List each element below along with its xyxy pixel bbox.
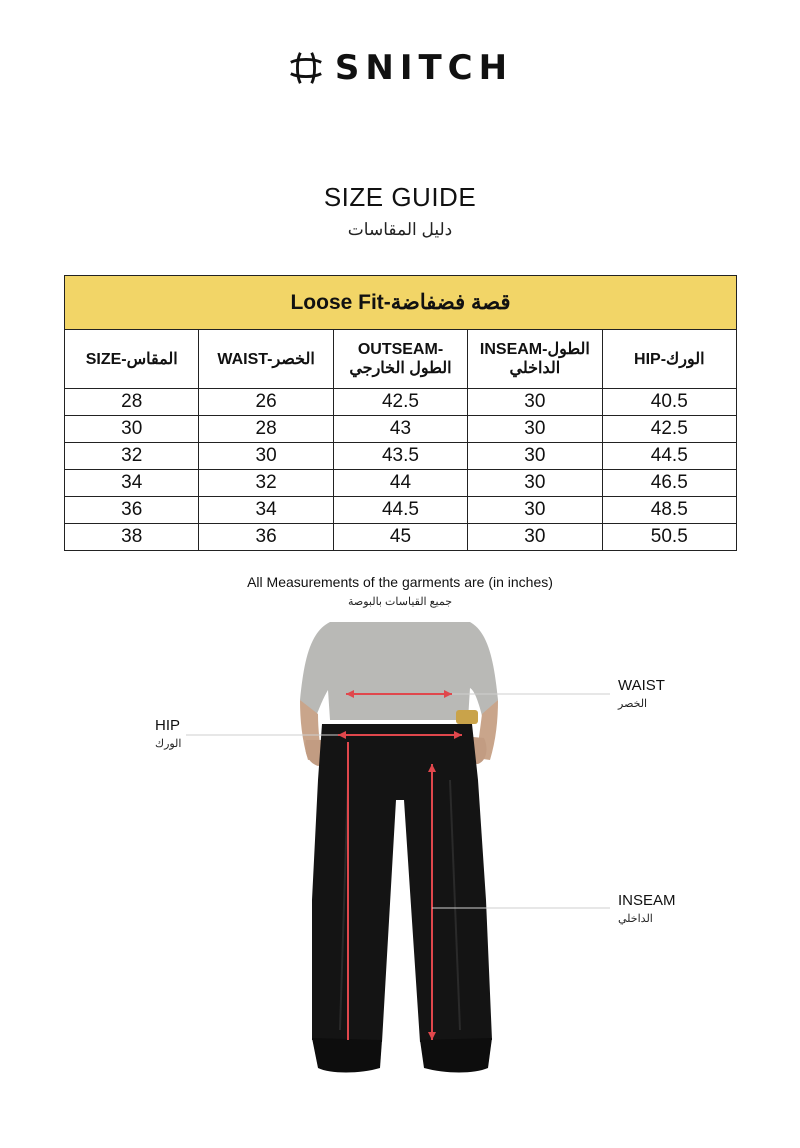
table-cell: 34 xyxy=(199,497,333,524)
left-shoe xyxy=(312,1038,382,1073)
table-cell: 42.5 xyxy=(602,416,736,443)
table-cell: 30 xyxy=(468,416,602,443)
measurement-note: All Measurements of the garments are (in inches) xyxy=(247,574,553,590)
table-cell: 30 xyxy=(468,497,602,524)
table-cell: 48.5 xyxy=(602,497,736,524)
table-cell: 46.5 xyxy=(602,470,736,497)
table-cell: 28 xyxy=(65,389,199,416)
table-cell: 44.5 xyxy=(602,443,736,470)
column-header-line: الطول الخارجي xyxy=(349,360,452,377)
column-header-line: OUTSEAM- xyxy=(357,341,444,358)
table-cell: 42.5 xyxy=(333,389,467,416)
sweater xyxy=(300,622,498,720)
table-cell: 45 xyxy=(333,524,467,551)
table-cell: 40.5 xyxy=(602,389,736,416)
trousers xyxy=(312,724,492,1042)
brand-name: SNITCH xyxy=(334,48,514,88)
table-cell: 30 xyxy=(468,470,602,497)
table-cell: 34 xyxy=(65,470,199,497)
table-cell: 30 xyxy=(468,524,602,551)
table-cell: 38 xyxy=(65,524,199,551)
table-cell: 26 xyxy=(199,389,333,416)
column-header-line: الداخلي xyxy=(509,360,561,377)
right-shoe xyxy=(420,1038,492,1073)
page-subtitle: دليل المقاسات xyxy=(347,220,453,239)
table-cell: 50.5 xyxy=(602,524,736,551)
table-cell: 30 xyxy=(468,389,602,416)
column-header-line: WAIST-الخصر xyxy=(217,350,315,368)
measurement-note-arabic: جميع القياسات بالبوصة xyxy=(347,596,453,608)
table-cell: 36 xyxy=(199,524,333,551)
table-cell: 30 xyxy=(65,416,199,443)
column-header-line: SIZE-المقاس xyxy=(85,350,178,368)
column-header-line: INSEAM-الطول xyxy=(479,341,590,358)
table-cell: 28 xyxy=(199,416,333,443)
table-cell: 43 xyxy=(333,416,467,443)
hip-label: HIP xyxy=(155,717,181,734)
hip-label-arabic: الورك xyxy=(155,738,182,750)
inseam-label-arabic: الداخلي xyxy=(618,913,653,925)
table-cell: 32 xyxy=(65,443,199,470)
table-cell: 30 xyxy=(468,443,602,470)
waist-label: WAIST xyxy=(618,677,665,694)
wrist-watch xyxy=(456,710,478,724)
waist-label-arabic: الخصر xyxy=(618,698,648,710)
table-cell: 32 xyxy=(199,470,333,497)
table-cell: 30 xyxy=(199,443,333,470)
inseam-label: INSEAM xyxy=(618,892,676,909)
table-cell: 36 xyxy=(65,497,199,524)
fit-label: Loose Fit-قصة فضفاضة xyxy=(65,276,737,330)
column-header-line: HIP-الورك xyxy=(634,350,705,368)
table-cell: 44 xyxy=(333,470,467,497)
table-cell: 43.5 xyxy=(333,443,467,470)
table-cell: 44.5 xyxy=(333,497,467,524)
page-title: SIZE GUIDE xyxy=(323,182,477,212)
